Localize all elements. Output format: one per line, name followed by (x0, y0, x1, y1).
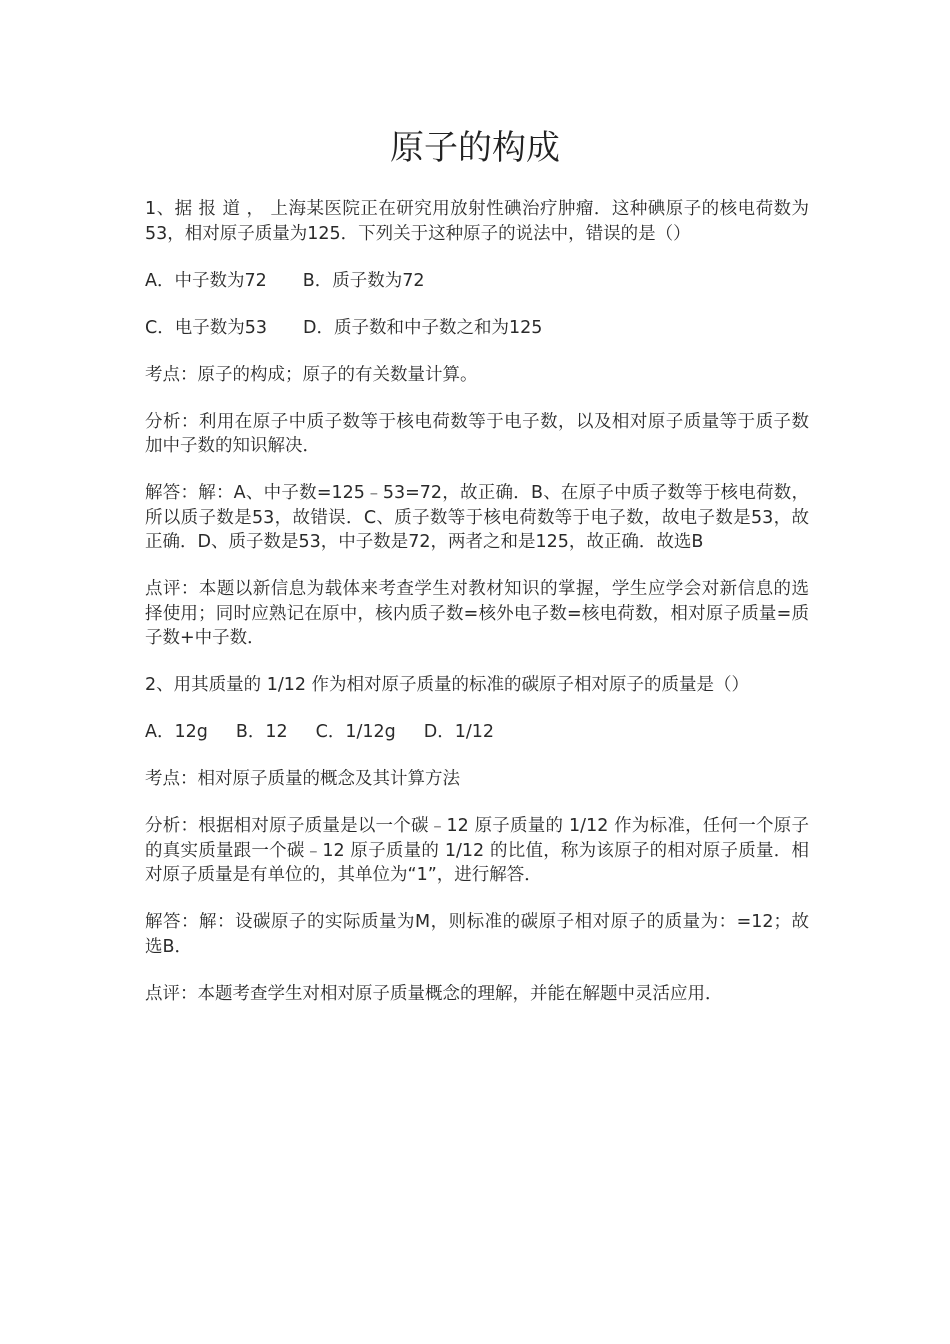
q1-options-row2 (145, 316, 809, 341)
q2-kaodian: 考点：相对原子质量的概念及其计算方法 (145, 769, 460, 789)
q2-option-d: D．1/12 (423, 722, 495, 742)
q1-options-row1 (145, 269, 809, 294)
q2-option-b: B．12 (235, 722, 288, 742)
q1-kaodian: 考点：原子的构成；原子的有关数量计算。 (145, 364, 478, 385)
q1-option-d: D．质子数和中子数之和为125 (303, 317, 543, 338)
q2-fenxi: 分析：根据相对原子质量是以一个碳﹣12 原子质量的 1/12 作为标准，任何一个原子的真实质量跟一个碳﹣12 原子质量的 1/12 的比值，称为该原子的相对原子质量．相对原子质量是有单位的，其单位为“1”，进行解答． (145, 816, 809, 885)
q1-dianping: 点评：本题以新信息为载体来考查学生对教材知识的掌握，学生应学会对新信息的选择使用；同时应熟记在原中，核内质子数=核外电子数=核电荷数，相对原子质量=质子数+中子数． (145, 579, 809, 648)
q2-jieda: 解答：解：设碳原子的实际质量为M，则标准的碳原子相对原子的质量为：=12；故选B． (145, 912, 809, 957)
q1-fenxi: 分析：利用在原子中质子数等于核电荷数等于电子数，以及相对原子质量等于质子数加中子数的知识解决． (145, 411, 809, 456)
q1-option-a: A．中子数为72 (145, 270, 267, 291)
document-body (145, 197, 809, 1029)
q1-stem: 1、据 报 道 ， 上海某医院正在研究用放射性碘治疗肿瘤．这种碘原子的核电荷数为53，相对原子质量为125．下列关于这种原子的说法中，错误的是（） (145, 199, 809, 244)
q2-dianping: 点评：本题考查学生对相对原子质量概念的理解，并能在解题中灵活应用． (145, 983, 723, 1004)
q1-option-c: C．电子数为53 (145, 317, 267, 338)
q1-option-b: B．质子数为72 (302, 270, 425, 291)
q2-option-c: C．1/12g (315, 722, 396, 742)
q2-option-a: A．12g (145, 722, 208, 742)
q1-jieda: 解答：解：A、中子数=125﹣53=72，故正确．B、在原子中质子数等于核电荷数，所以质子数是53，故错误．C、质子数等于核电荷数等于电子数，故电子数是53，故正确．D、质子数是53，中子数是72，两者之和是125，故正确．故选B (145, 483, 809, 552)
document-title: 原子的构成 (390, 128, 560, 168)
q2-stem: 2、用其质量的 1/12 作为相对原子质量的标准的碳原子相对原子的质量是（） (145, 675, 750, 695)
q2-options (145, 720, 809, 745)
